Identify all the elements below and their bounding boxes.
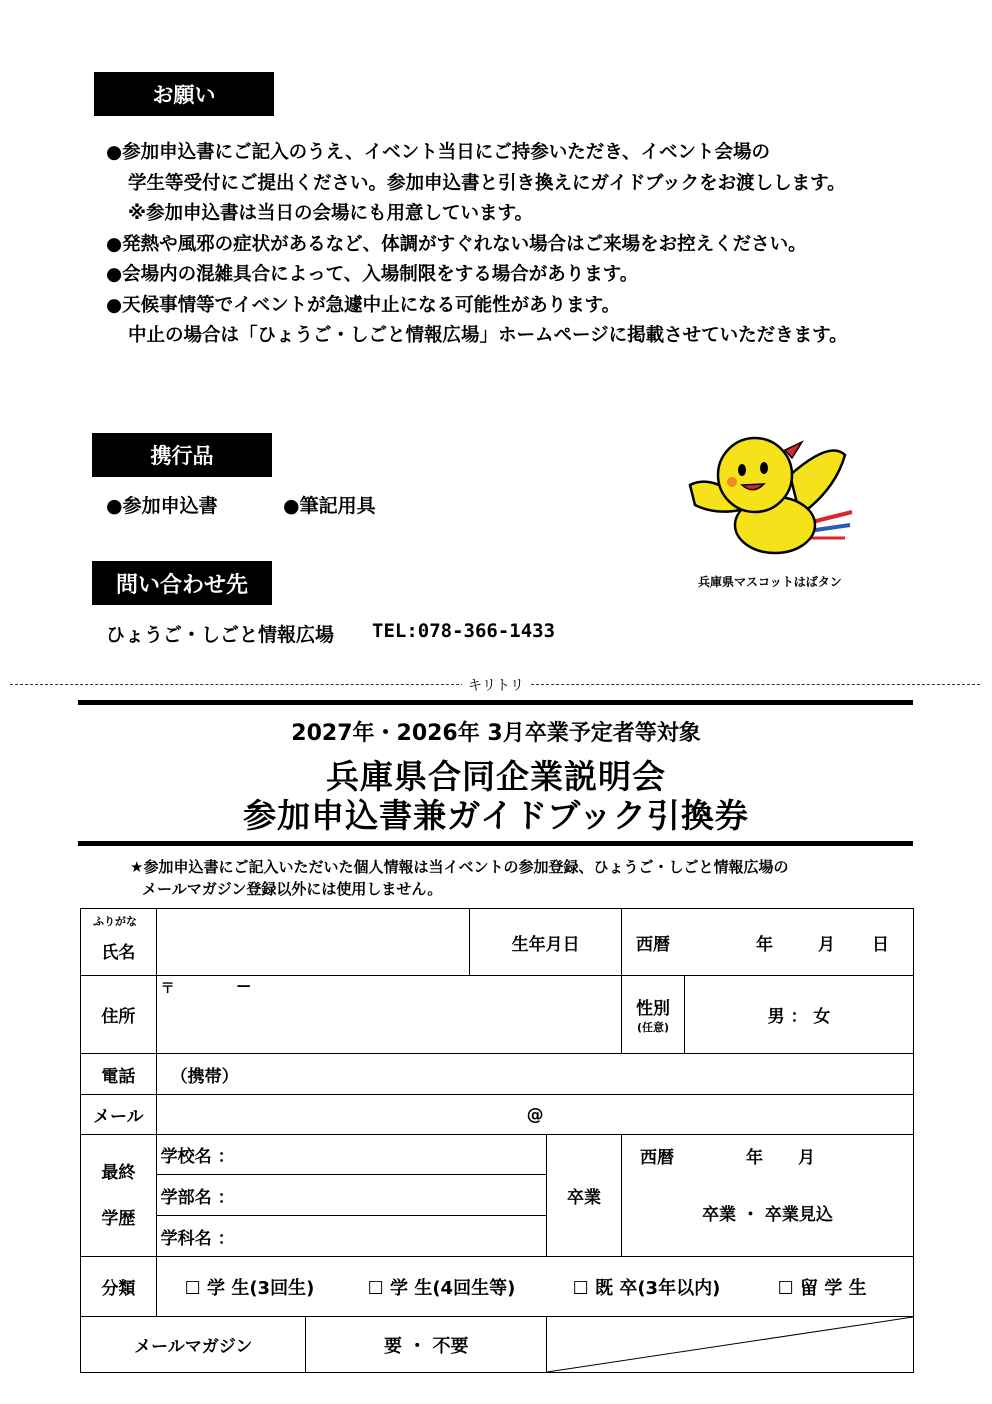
education-label-2: 学歴 <box>101 1208 136 1229</box>
form-title-line2: 参加申込書兼ガイドブック引換券 <box>243 796 749 835</box>
privacy-line: メールマガジン登録以外には使用しません。 <box>142 880 443 898</box>
furigana-label: ふりがな <box>93 915 137 928</box>
form-title-line1: 兵庫県合同企業説明会 <box>326 757 666 796</box>
bottom-rule <box>78 841 913 846</box>
birthday-year: 年 <box>755 934 773 955</box>
mail-field[interactable] <box>156 1095 913 1135</box>
name-label: 氏名 <box>101 942 136 963</box>
postal-dash: — <box>236 978 251 994</box>
dept-label: 学科名 ： <box>160 1228 235 1249</box>
mascot-illustration <box>680 430 860 570</box>
belongings-item: ●筆記用具 <box>283 495 376 517</box>
notice-list <box>106 138 848 352</box>
gender-note: (任意) <box>636 1021 669 1034</box>
contact-heading: 問い合わせ先 <box>92 561 272 605</box>
form-subtitle: 2027年・2026年 3月卒業予定者等対象 <box>291 721 701 746</box>
privacy-line: ★参加申込書にご記入いただいた個人情報は当イベントの参加登録、ひょうご・しごと情報広場の <box>130 858 789 876</box>
contact-tel: TEL:078-366-1433 <box>372 620 556 642</box>
address-field[interactable] <box>156 976 621 1054</box>
name-label-cell <box>81 909 157 976</box>
address-label: 住所 <box>81 976 157 1054</box>
mail-label: メール <box>81 1095 157 1135</box>
category-options <box>156 1257 913 1317</box>
education-label-1: 最終 <box>101 1162 136 1183</box>
gender-label: 性別 <box>635 999 670 1019</box>
birthday-month: 月 <box>817 934 835 955</box>
gender-label-cell <box>621 976 684 1054</box>
postal-mark: 〒 <box>160 981 175 997</box>
name-field[interactable] <box>156 909 470 976</box>
gender-options[interactable]: 男 ： 女 <box>684 976 913 1054</box>
faculty-field[interactable] <box>156 1175 546 1216</box>
notice-line: ●発熱や風邪の症状があるなど、体調がすぐれない場合はご来場をお控えください。 <box>106 233 807 255</box>
notice-line: ●天候事情等でイベントが急遽中止になる可能性があります。 <box>106 294 621 316</box>
grad-year: 年 <box>745 1148 763 1168</box>
phone-field[interactable] <box>156 1054 913 1095</box>
birthday-day: 日 <box>871 934 889 955</box>
notice-line: ※参加申込書は当日の会場にも用意しています。 <box>128 203 534 224</box>
cut-label: キリトリ <box>462 675 530 695</box>
phone-label: 電話 <box>81 1054 157 1095</box>
faculty-label: 学部名 ： <box>160 1187 235 1208</box>
school-label: 学校名 ： <box>160 1147 235 1167</box>
grad-status[interactable]: 卒業 ・ 卒業見込 <box>702 1205 833 1225</box>
notice-line: ●会場内の混雑具合によって、入場制限をする場合があります。 <box>106 264 639 285</box>
birthday-label: 生年月日 <box>470 909 622 976</box>
privacy-note <box>130 856 788 900</box>
graduation-label: 卒業 <box>547 1135 622 1257</box>
birthday-era: 西暦 <box>635 934 670 955</box>
education-label <box>81 1135 157 1257</box>
at-sign: @ <box>526 1104 544 1125</box>
grad-month: 月 <box>797 1148 815 1168</box>
graduation-field[interactable] <box>621 1135 913 1257</box>
belongings-heading: 携行品 <box>92 433 272 477</box>
category-graduate-checkbox[interactable]: ☐ 既 卒(3年以内) <box>572 1277 721 1299</box>
mobile-label: （携帯） <box>170 1066 239 1087</box>
school-field[interactable] <box>156 1135 546 1175</box>
dept-field[interactable] <box>156 1216 546 1257</box>
category-student3-checkbox[interactable]: ☐ 学 生(3回生) <box>184 1277 315 1299</box>
birthday-field[interactable] <box>621 909 913 976</box>
application-form <box>80 908 914 1373</box>
category-student4-checkbox[interactable]: ☐ 学 生(4回生等) <box>367 1277 516 1299</box>
category-intl-checkbox[interactable]: ☐ 留 学 生 <box>777 1277 867 1299</box>
notice-line: ●参加申込書にご記入のうえ、イベント当日にご持参いただき、イベント会場の <box>106 142 771 163</box>
grad-era: 西暦 <box>639 1148 674 1168</box>
belongings-item: ●参加申込書 <box>106 495 218 517</box>
contact-name: ひょうご・しごと情報広場 <box>106 624 335 646</box>
magazine-label: メールマガジン <box>81 1317 306 1373</box>
notice-line: 学生等受付にご提出ください。参加申込書と引き換えにガイドブックをお渡しします。 <box>128 172 846 194</box>
notice-heading: お願い <box>94 72 274 116</box>
notice-line: 中止の場合は「ひょうご・しごと情報広場」ホームページに掲載させていただきます。 <box>128 325 848 346</box>
diagonal-line <box>547 1317 913 1372</box>
category-label: 分類 <box>81 1257 157 1317</box>
magazine-blank <box>547 1317 914 1373</box>
mascot-caption: 兵庫県マスコットはばタン <box>698 575 842 589</box>
top-rule <box>78 700 913 705</box>
magazine-options[interactable]: 要 ・ 不要 <box>306 1317 547 1373</box>
